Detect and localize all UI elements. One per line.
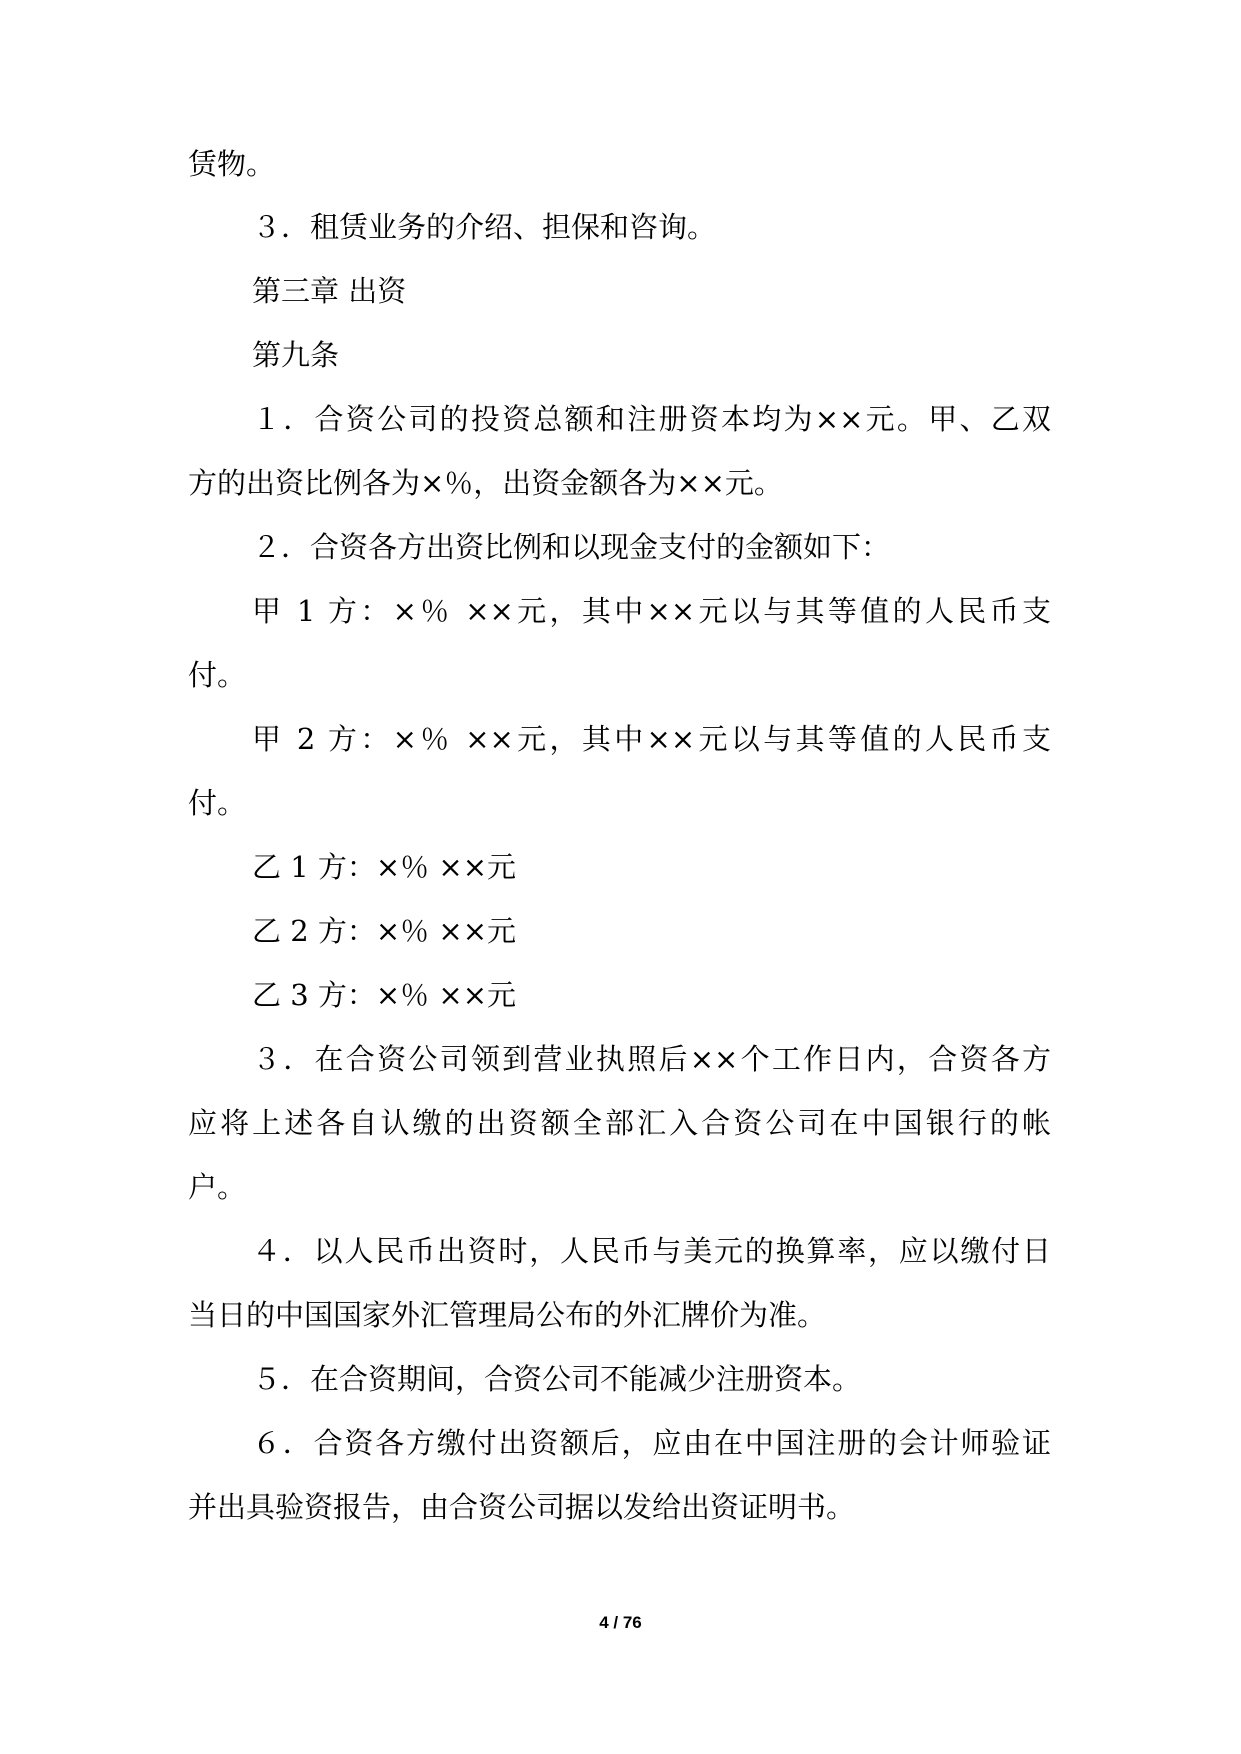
article-heading: 第九条 (252, 338, 340, 372)
text-line-item-4-cont: 当日的中国国家外汇管理局公布的外汇牌价为准。 (188, 1298, 827, 1332)
text-line-item-6-cont: 并出具验资报告，由合资公司据以发给出资证明书。 (188, 1490, 856, 1524)
text-line-party-a1-cont: 付。 (188, 658, 247, 692)
text-line-continuation: 赁物。 (188, 147, 276, 181)
text-line-item-1: １．合资公司的投资总额和注册资本均为××元。甲、乙双 (252, 402, 1051, 436)
text-line-item-3b-cont: 应将上述各自认缴的出资额全部汇入合资公司在中国银行的帐 (188, 1106, 1051, 1140)
text-line-party-b2: 乙 2 方：×％ ××元 (252, 914, 517, 948)
text-line-party-a2: 甲 2 方：×％ ××元，其中××元以与其等值的人民币支 (252, 722, 1051, 756)
text-line-item-3b: ３．在合资公司领到营业执照后××个工作日内，合资各方 (252, 1042, 1051, 1076)
text-line-item-1-cont: 方的出资比例各为×％，出资金额各为××元。 (188, 466, 783, 500)
chapter-heading: 第三章 出资 (252, 274, 407, 308)
text-line-item-5: ５．在合资期间，合资公司不能减少注册资本。 (252, 1362, 862, 1396)
text-line-party-a1: 甲 1 方：×％ ××元，其中××元以与其等值的人民币支 (252, 594, 1051, 628)
text-line-party-a2-cont: 付。 (188, 786, 247, 820)
text-line-item-4: ４．以人民币出资时，人民币与美元的换算率，应以缴付日 (252, 1234, 1051, 1268)
text-line-item-2: ２．合资各方出资比例和以现金支付的金额如下： (252, 530, 891, 564)
page-number: 4 / 76 (599, 1613, 642, 1632)
text-line-item-3: ３．租赁业务的介绍、担保和咨询。 (252, 210, 717, 244)
text-line-party-b1: 乙 1 方：×％ ××元 (252, 850, 517, 884)
text-line-item-6: ６．合资各方缴付出资额后，应由在中国注册的会计师验证 (252, 1426, 1051, 1460)
text-line-item-3b-end: 户。 (188, 1170, 247, 1204)
text-line-party-b3: 乙 3 方：×％ ××元 (252, 978, 517, 1012)
